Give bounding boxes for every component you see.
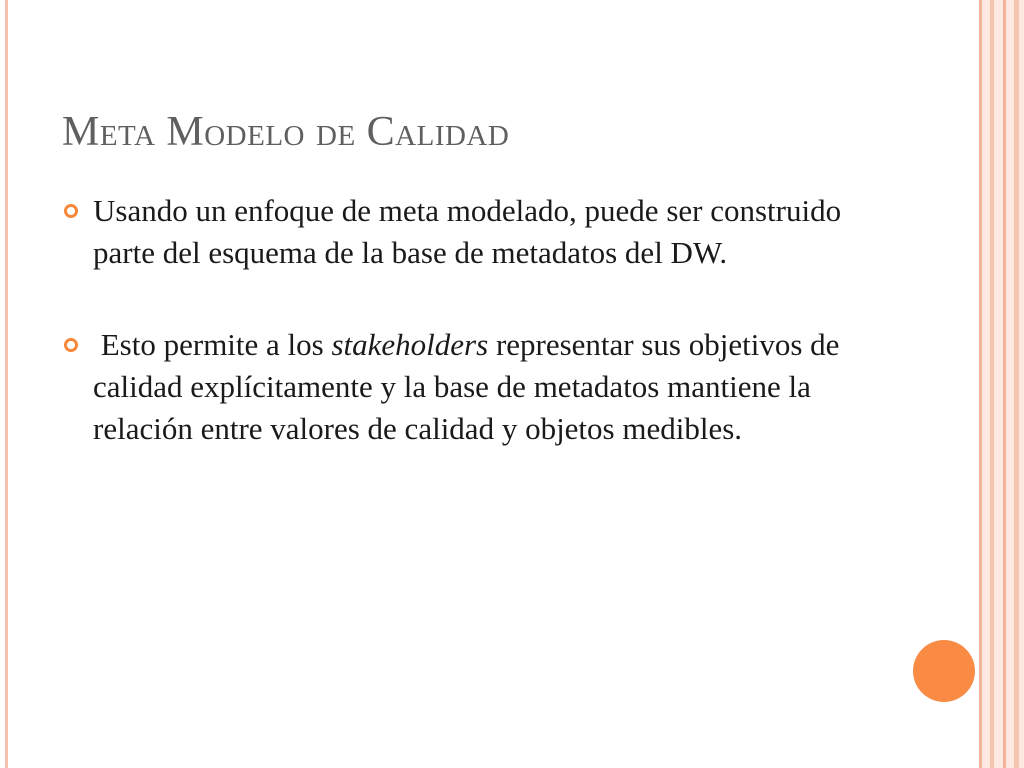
bullet-text: Usando un enfoque de meta modelado, puede ser construido parte del esquema de la base de metadatos del DW.: [93, 193, 842, 270]
right-stripe: [979, 0, 982, 768]
bullet-emphasis: stakeholders: [331, 327, 489, 362]
slide-title: Meta Modelo de Calidad: [62, 109, 510, 155]
bullet-circle-icon: [64, 204, 78, 218]
orange-circle-decoration: [913, 640, 975, 702]
bullet-list: [62, 190, 882, 450]
right-stripe: [1014, 0, 1019, 768]
left-frame-border: [5, 0, 8, 768]
right-stripe: [1003, 0, 1006, 768]
bullet-item: [62, 324, 882, 450]
right-stripe: [990, 0, 994, 768]
bullet-text-end: representar sus objetivos de calidad explícitamente y la base de metadatos mantiene la relación entre valores de calidad y objetos medibles.: [93, 327, 840, 446]
bullet-circle-icon: [64, 338, 78, 352]
bullet-text-start: Esto permite a los: [93, 327, 332, 362]
bullet-item: [62, 190, 882, 274]
